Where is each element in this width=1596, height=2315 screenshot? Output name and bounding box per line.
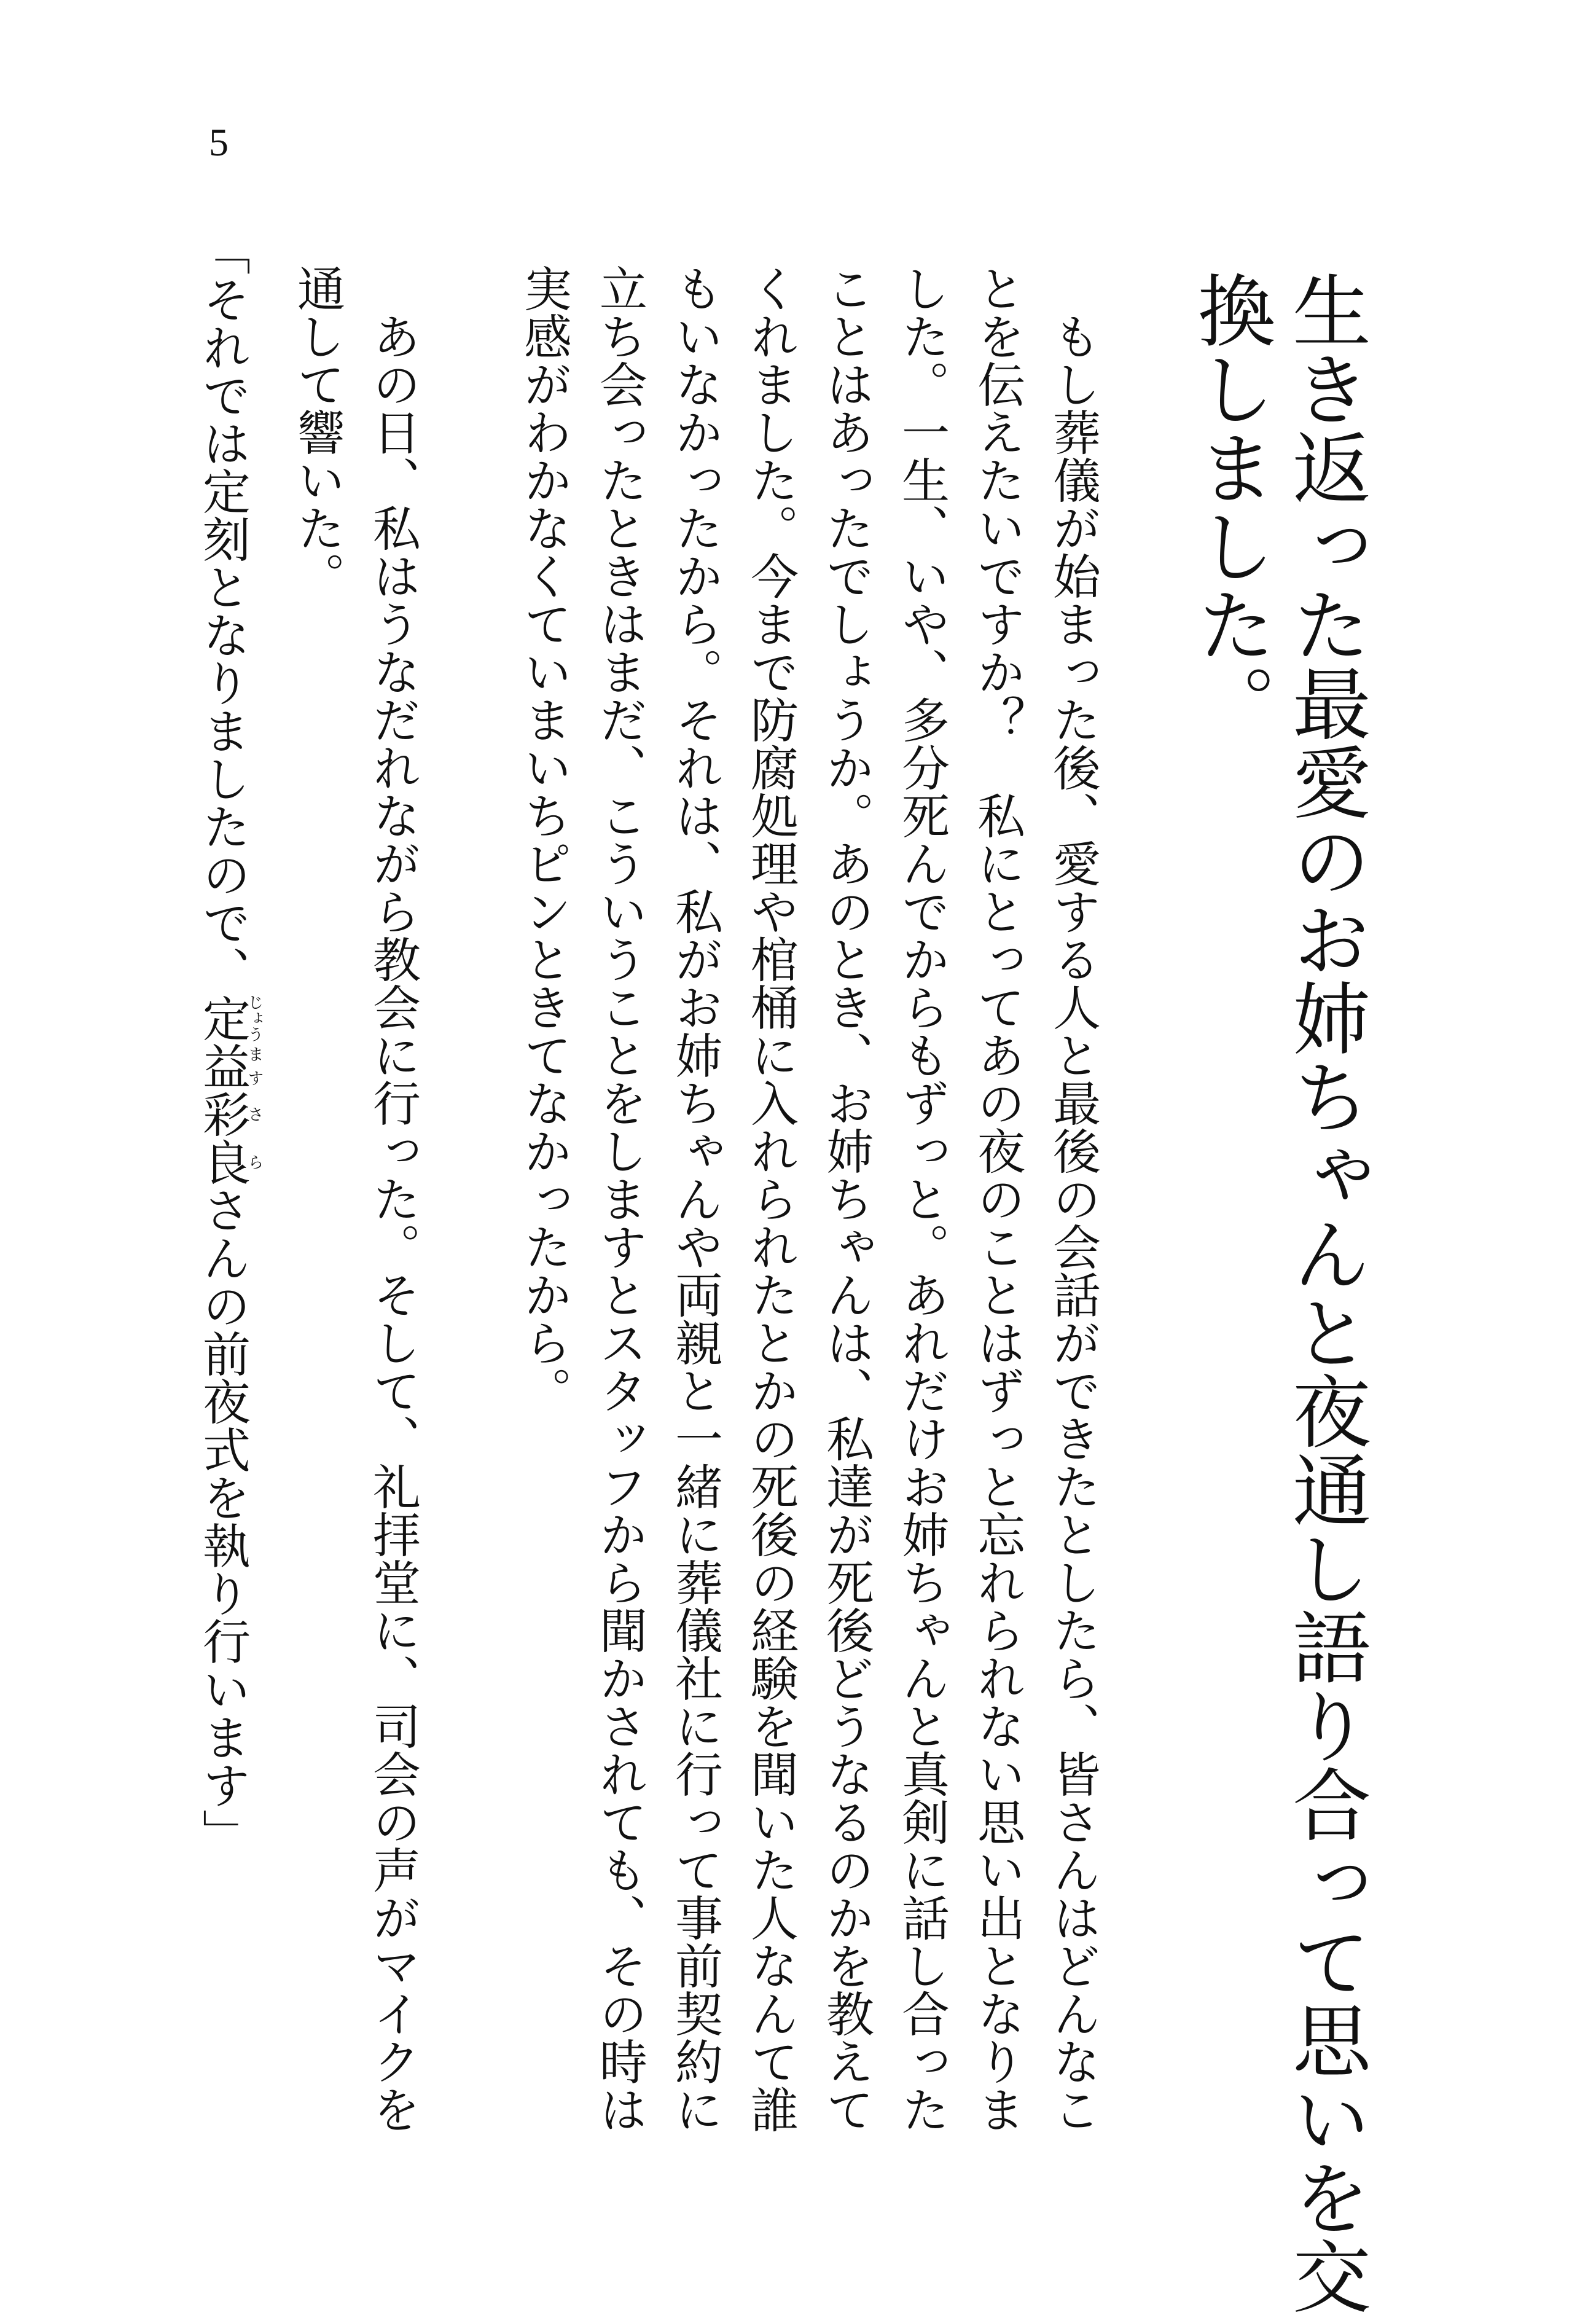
body-line: ことはあったでしょうか。あのとき、お姉ちゃんは、私達が死後どうなるのかを教えて: [818, 264, 874, 2133]
body-line: 実感がわかなくていまいちピンときてなかったから。: [516, 264, 571, 1414]
chapter-title-line-1: 生き返った最愛のお姉ちゃんと夜通し語り合って思いを交: [1279, 270, 1371, 2315]
body-line: した。一生、いや、多分死んでからもずっと。あれだけお姉ちゃんと真剣に話し合った: [894, 264, 949, 2133]
body-line: もいなかったから。それは、私がお姉ちゃんや両親と一緒に葬儀社に行って事前契約に: [667, 264, 722, 2133]
body-line: 立ち会ったときはまだ、こういうことをしますとスタッフから聞かされても、その時は: [592, 264, 647, 2133]
chapter-title-line-2: 換しました。: [1184, 270, 1275, 742]
quote-text-before: 「それでは定刻となりましたので、: [195, 227, 250, 994]
body-line: くれました。今まで防腐処理や棺桶に入れられたとかの死後の経験を聞いた人なんて誰: [743, 264, 798, 2133]
body-line: 通して響いた。: [289, 264, 345, 600]
quote-line: [195, 227, 264, 1857]
quote-text-after: さんの前夜式を執り行います」: [195, 1186, 250, 1857]
body-line: もし葬儀が始まった後、愛する人と最後の会話ができたとしたら、皆さんはどんなこ: [1045, 312, 1100, 2133]
page-number: 5: [209, 120, 229, 164]
body-line: あの日、私はうなだれながら教会に行った。そして、礼拝堂に、司会の声がマイクを: [365, 312, 420, 2133]
name-ruby: 定じょう益ます彩さ良ら: [195, 994, 264, 1186]
body-line: とを伝えたいですか？ 私にとってあの夜のことはずっと忘れられない思い出となりま: [969, 264, 1025, 2133]
